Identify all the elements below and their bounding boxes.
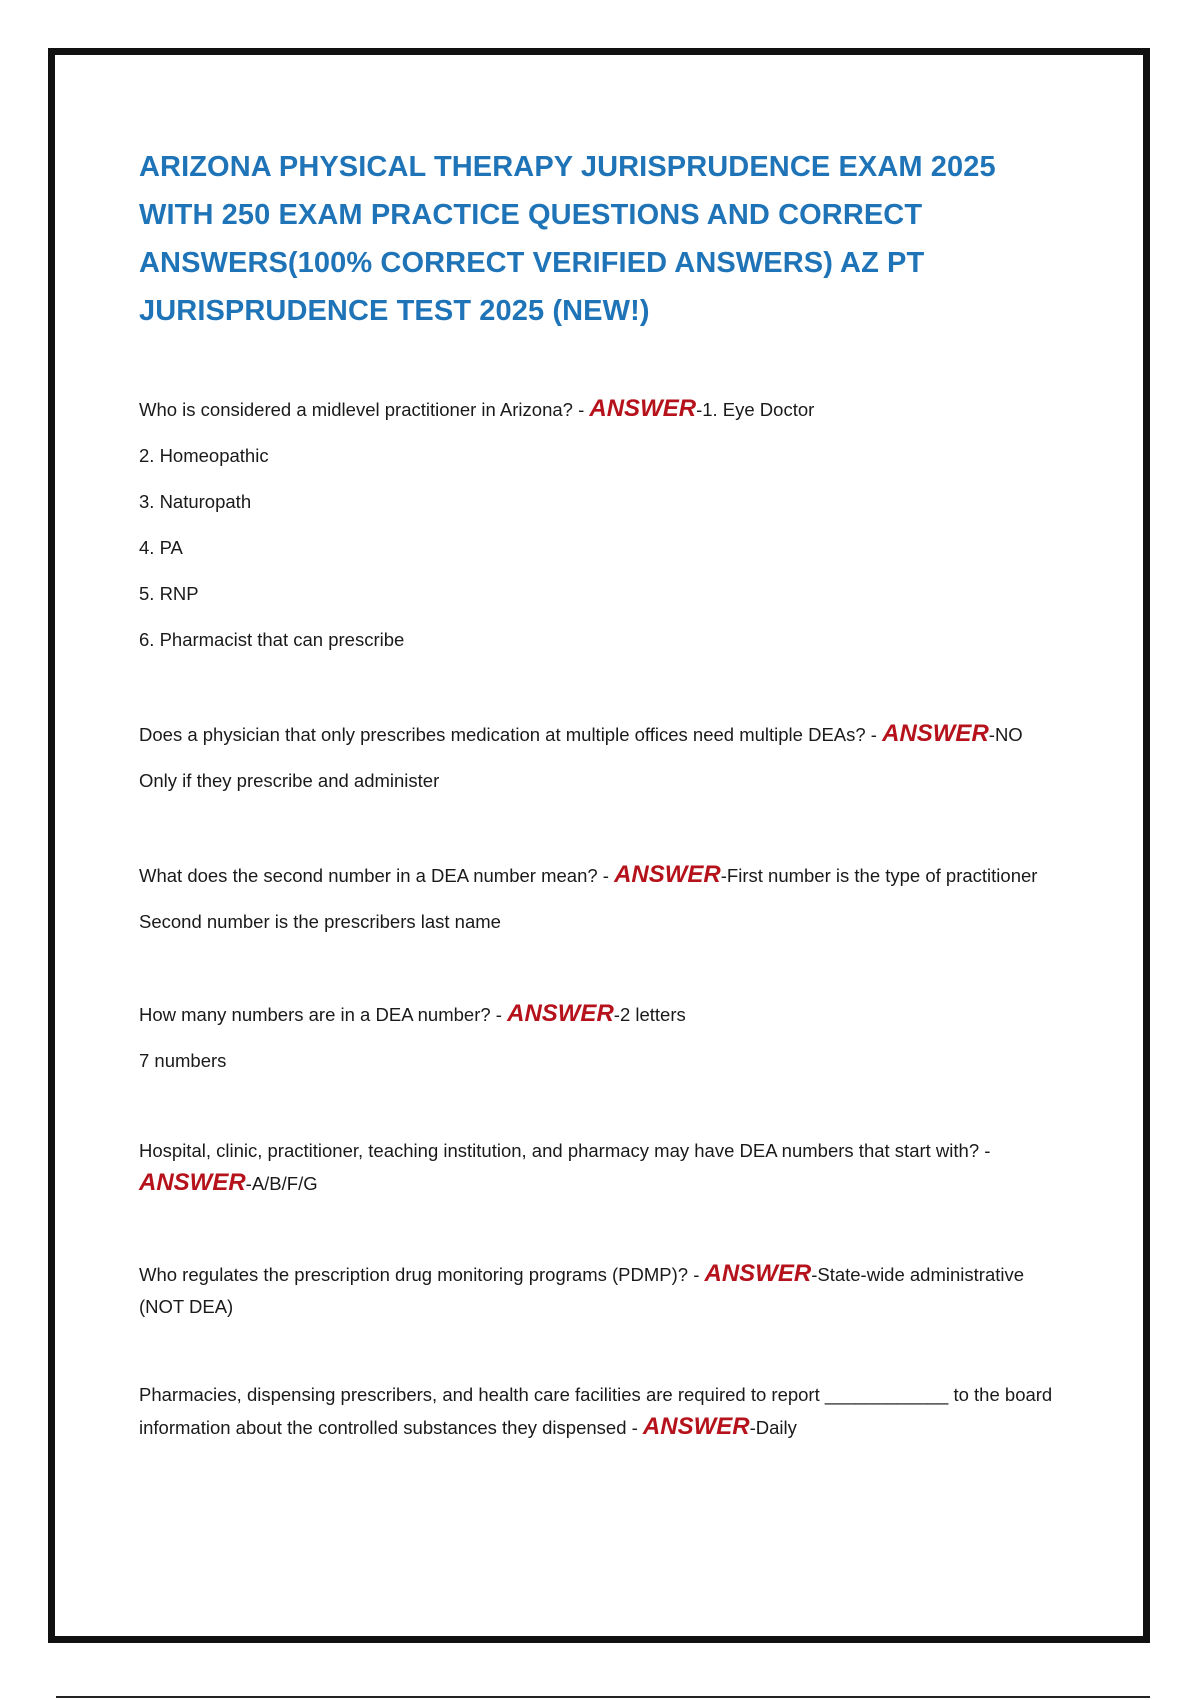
page-bottom-rule bbox=[56, 1696, 1150, 1698]
answer-text: -NO bbox=[988, 724, 1023, 745]
answer-line: Only if they prescribe and administer bbox=[139, 770, 440, 791]
question-text: Pharmacies, dispensing prescribers, and health care facilities are required to report ____________ to the board information about the controlled substances they dispensed - bbox=[139, 1384, 1053, 1438]
question-text: What does the second number in a DEA number mean? - bbox=[139, 865, 615, 886]
document-title: ARIZONA PHYSICAL THERAPY JURISPRUDENCE EXAM 2025 WITH 250 EXAM PRACTICE QUESTIONS AND CORRECT ANSWERS(100% CORRECT VERIFIED ANSWERS) AZ PT JURISPRUDENCE TEST 2025 (NEW!) bbox=[139, 151, 996, 327]
answer-text: -1. Eye Doctor bbox=[696, 399, 815, 420]
qa-item bbox=[139, 1379, 1059, 1444]
question-text: Hospital, clinic, practitioner, teaching institution, and pharmacy may have DEA numbers that start with? - bbox=[139, 1140, 991, 1161]
question-line bbox=[139, 718, 1059, 751]
answer-label: ANSWER bbox=[642, 1413, 750, 1440]
answer-line: 6. Pharmacist that can prescribe bbox=[139, 629, 405, 650]
qa-item bbox=[139, 718, 1059, 797]
answer-label: ANSWER bbox=[139, 1169, 246, 1196]
answer-line: 2. Homeopathic bbox=[139, 445, 269, 466]
answer-label: ANSWER bbox=[614, 861, 721, 888]
answer-line: 7 numbers bbox=[139, 1050, 227, 1071]
answer-label: ANSWER bbox=[507, 1000, 614, 1027]
qa-item bbox=[139, 859, 1059, 938]
qa-item bbox=[139, 998, 1059, 1077]
answer-text: -A/B/F/G bbox=[245, 1173, 318, 1194]
qa-item bbox=[139, 393, 1059, 656]
answer-line: 5. RNP bbox=[139, 583, 199, 604]
answer-text: -Daily bbox=[749, 1417, 797, 1438]
qa-item bbox=[139, 1135, 1059, 1200]
answer-label: ANSWER bbox=[882, 720, 989, 747]
question-line bbox=[139, 1258, 1059, 1323]
question-text: Who regulates the prescription drug monitoring programs (PDMP)? - bbox=[139, 1264, 705, 1285]
answer-line: 3. Naturopath bbox=[139, 491, 252, 512]
answer-text: -2 letters bbox=[613, 1004, 686, 1025]
question-line bbox=[139, 393, 1059, 426]
answer-line: 4. PA bbox=[139, 537, 183, 558]
answer-text: -First number is the type of practitioner bbox=[720, 865, 1038, 886]
answer-text: -State-wide administrative (NOT DEA) bbox=[139, 1264, 1025, 1317]
question-line bbox=[139, 1379, 1059, 1444]
question-line bbox=[139, 998, 1059, 1031]
question-line bbox=[139, 1135, 1059, 1200]
question-text: Who is considered a midlevel practitioner in Arizona? - bbox=[139, 399, 590, 420]
question-text: Does a physician that only prescribes medication at multiple offices need multiple DEAs? - bbox=[139, 724, 883, 745]
answer-line: Second number is the prescribers last name bbox=[139, 911, 501, 932]
question-text: How many numbers are in a DEA number? - bbox=[139, 1004, 508, 1025]
answer-label: ANSWER bbox=[704, 1260, 812, 1287]
answer-label: ANSWER bbox=[589, 395, 697, 422]
question-line bbox=[139, 859, 1059, 892]
document-content bbox=[139, 143, 1059, 1444]
qa-item bbox=[139, 1258, 1059, 1323]
